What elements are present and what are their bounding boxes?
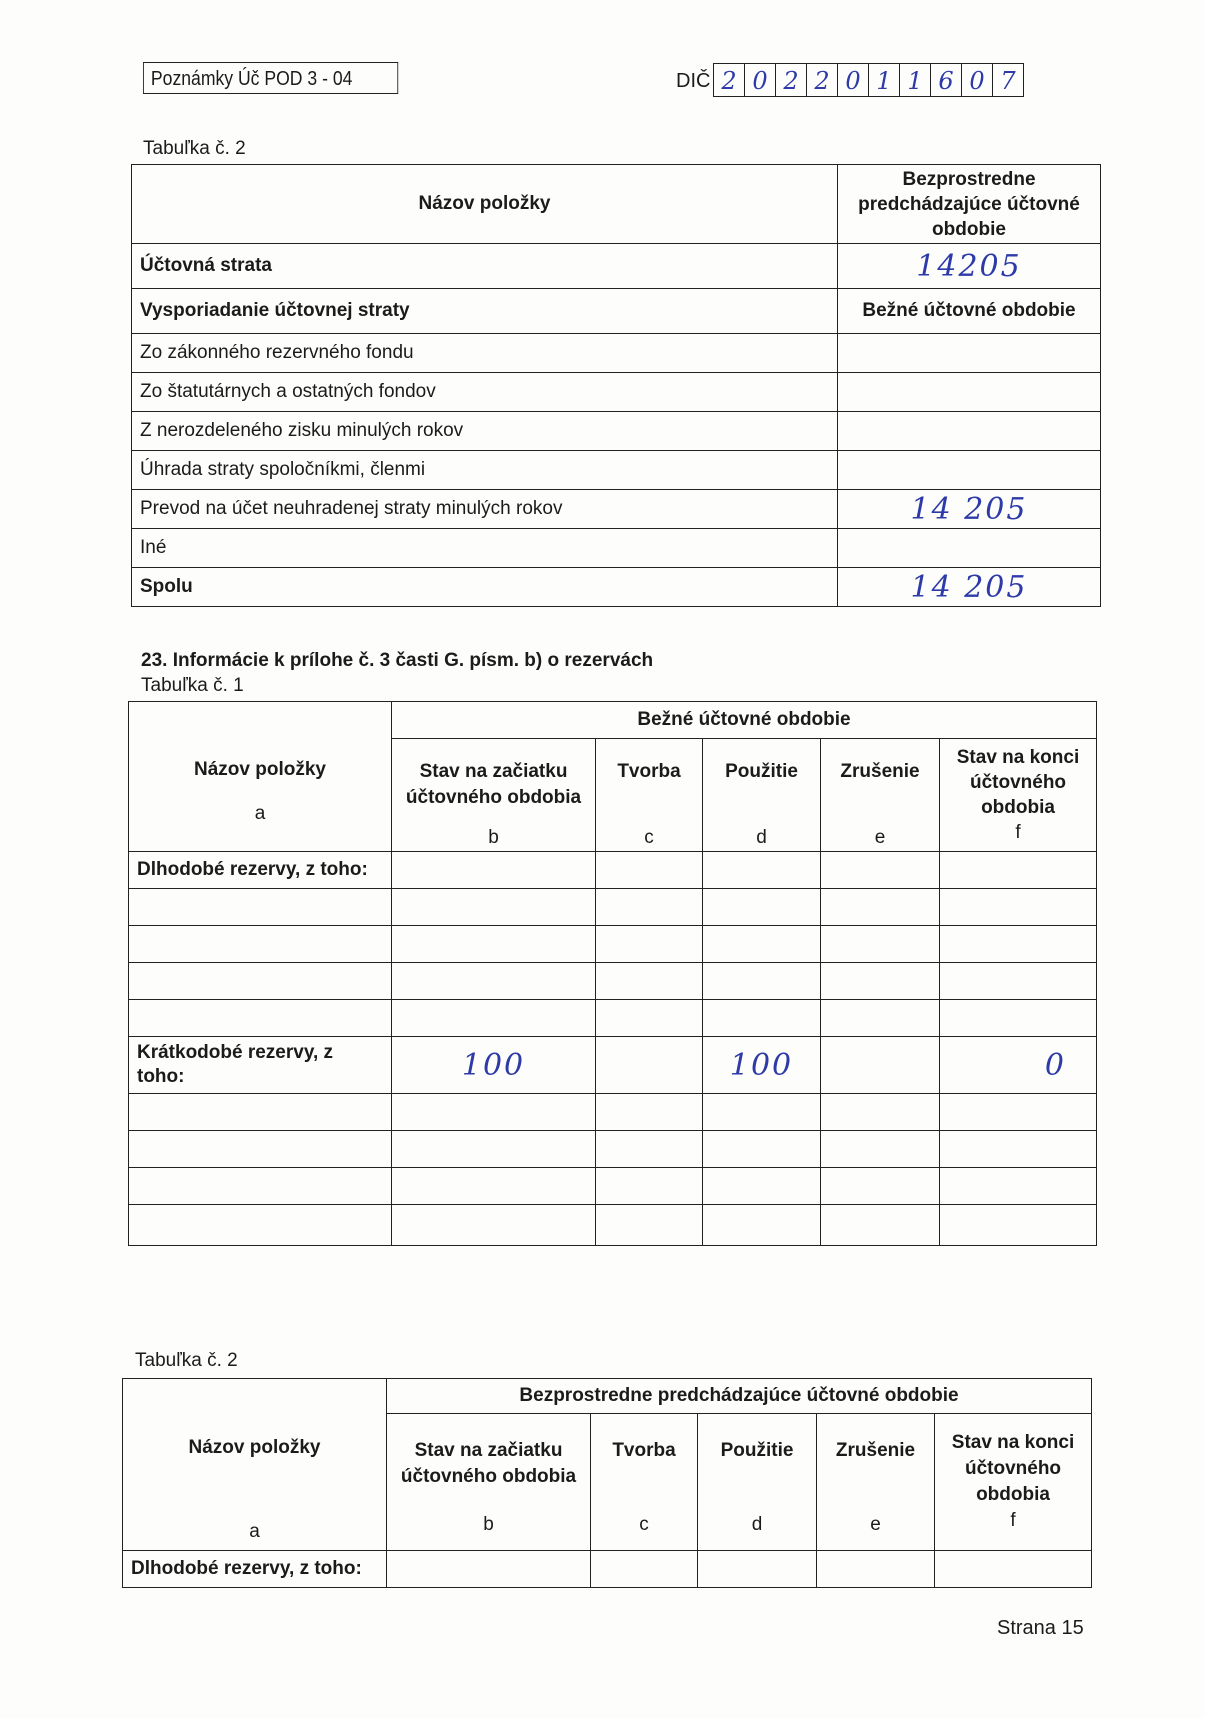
loss-row-value — [838, 529, 1101, 568]
col-creation-header — [596, 739, 703, 852]
table-loss-caption: Tabuľka č. 2 — [143, 138, 246, 159]
cell — [940, 1131, 1097, 1168]
cell — [940, 1168, 1097, 1205]
cell — [392, 1131, 596, 1168]
col-prev-period-header: Bezprostredne predchádzajúce účtovné obdobie — [838, 165, 1101, 244]
col-name-header: Názov položky — [132, 165, 838, 244]
dic-digit: 0 — [745, 63, 776, 97]
col-current-period-header: Bežné účtovné obdobie — [838, 289, 1101, 334]
loss-row-value — [838, 451, 1101, 490]
prev-name-header-text: Názov položky — [188, 1436, 321, 1458]
loss-row-value — [838, 334, 1101, 373]
cell — [821, 889, 940, 926]
col-end-header — [940, 739, 1097, 852]
form-code-box — [143, 62, 398, 94]
reserves-prev-table — [122, 1378, 1092, 1588]
prev-col-cancel-text: Zrušenie — [835, 1440, 916, 1461]
loss-settlement-table — [131, 164, 1101, 607]
cell — [821, 1094, 940, 1131]
short-cancel-value — [821, 1037, 940, 1094]
letter-f: f — [1010, 1510, 1016, 1531]
letter-d: d — [756, 827, 767, 848]
dic-digit: 2 — [714, 63, 745, 97]
cell — [596, 963, 703, 1000]
prev-col-end-header — [935, 1414, 1092, 1551]
cell — [703, 889, 821, 926]
loss-row-value: 14 205 — [838, 490, 1101, 529]
cell — [392, 1168, 596, 1205]
short-start-value: 100 — [392, 1037, 596, 1094]
prev-long-reserves-label: Dlhodobé rezervy, z toho: — [123, 1551, 387, 1588]
dic-digit: 1 — [900, 63, 931, 97]
long-reserves-label: Dlhodobé rezervy, z toho: — [129, 852, 392, 889]
short-usage-value: 100 — [703, 1037, 821, 1094]
cell — [821, 926, 940, 963]
letter-d: d — [751, 1514, 763, 1535]
loss-row-value — [838, 373, 1101, 412]
letter-e: e — [870, 1514, 881, 1535]
letter-a: a — [254, 802, 266, 824]
letter-a: a — [249, 1520, 260, 1542]
dic-digit: 0 — [838, 63, 869, 97]
cell — [821, 1000, 940, 1037]
current-period-header: Bežné účtovné obdobie — [392, 702, 1097, 739]
cell — [703, 926, 821, 963]
loss-row-label: Úhrada straty spoločníkmi, členmi — [132, 451, 838, 490]
letter-c: c — [644, 827, 654, 848]
table-prev-caption: Tabuľka č. 2 — [135, 1350, 238, 1371]
cell — [596, 1205, 703, 1246]
prev-col-start-text: Stav na začiatku účtovného obdobia — [400, 1440, 577, 1487]
cell — [940, 926, 1097, 963]
prev-name-header — [123, 1379, 387, 1551]
reserves-current-table — [128, 701, 1097, 1246]
cell — [935, 1551, 1092, 1588]
cell — [940, 852, 1097, 889]
dic-digit: 2 — [776, 63, 807, 97]
cell — [129, 1168, 392, 1205]
dic-digit: 7 — [993, 63, 1024, 97]
col-usage-header — [703, 739, 821, 852]
loss-row-label: Zo štatutárnych a ostatných fondov — [132, 373, 838, 412]
cell — [392, 926, 596, 963]
short-reserves-label: Krátkodobé rezervy, z toho: — [129, 1037, 392, 1094]
prev-period-header: Bezprostredne predchádzajúce účtovné obdobie — [387, 1379, 1092, 1414]
cell — [596, 889, 703, 926]
cell — [392, 1000, 596, 1037]
loss-row-label: Z nerozdeleného zisku minulých rokov — [132, 412, 838, 451]
loss-total-value: 14 205 — [838, 568, 1101, 607]
cell — [821, 1168, 940, 1205]
cell — [392, 1094, 596, 1131]
cell — [940, 1094, 1097, 1131]
cell — [821, 852, 940, 889]
col-usage-text: Použitie — [725, 761, 798, 782]
reserves-name-header — [129, 702, 392, 852]
dic-digit: 6 — [931, 63, 962, 97]
cell — [821, 963, 940, 1000]
cell — [940, 889, 1097, 926]
short-creation-value — [596, 1037, 703, 1094]
loss-row-label: Prevod na účet neuhradenej straty minulých rokov — [132, 490, 838, 529]
cell — [596, 926, 703, 963]
cell — [940, 963, 1097, 1000]
cell — [129, 889, 392, 926]
cell — [940, 1000, 1097, 1037]
cell — [591, 1551, 698, 1588]
cell — [129, 1205, 392, 1246]
dic-digit: 1 — [869, 63, 900, 97]
cell — [129, 1131, 392, 1168]
prev-col-end-text: Stav na konci účtovného obdobia — [951, 1432, 1075, 1505]
cell — [817, 1551, 935, 1588]
prev-col-usage-header — [698, 1414, 817, 1551]
prev-col-start-header — [387, 1414, 591, 1551]
prev-col-cancel-header — [817, 1414, 935, 1551]
section-23-title: 23. Informácie k prílohe č. 3 časti G. písm. b) o rezervách — [141, 650, 654, 671]
col-cancel-text: Zrušenie — [840, 761, 920, 782]
col-creation-text: Tvorba — [617, 761, 681, 782]
cell — [821, 1205, 940, 1246]
dic-digit-boxes — [713, 63, 1024, 97]
col-start-text: Stav na začiatku účtovného obdobia — [405, 761, 582, 808]
col-cancel-header — [821, 739, 940, 852]
page-number: Strana 15 — [997, 1617, 1084, 1639]
cell — [392, 852, 596, 889]
cell — [703, 852, 821, 889]
cell — [596, 1131, 703, 1168]
form-code-text: Poznámky Úč POD 3 - 04 — [150, 68, 353, 90]
loss-row-label: Iné — [132, 529, 838, 568]
cell — [703, 1131, 821, 1168]
prev-col-creation-header — [591, 1414, 698, 1551]
cell — [129, 1094, 392, 1131]
cell — [703, 1000, 821, 1037]
letter-e: e — [874, 827, 886, 848]
loss-row-value — [838, 412, 1101, 451]
cell — [392, 1205, 596, 1246]
prev-col-usage-text: Použitie — [720, 1440, 794, 1461]
short-end-value: 0 — [940, 1037, 1097, 1094]
row-settle-label: Vysporiadanie účtovnej straty — [132, 289, 838, 334]
cell — [596, 852, 703, 889]
loss-row-label: Zo zákonného rezervného fondu — [132, 334, 838, 373]
cell — [387, 1551, 591, 1588]
letter-c: c — [639, 1514, 649, 1535]
cell — [698, 1551, 817, 1588]
row-loss-value: 14205 — [838, 244, 1101, 289]
section-23-caption: Tabuľka č. 1 — [141, 675, 244, 696]
dic-digit: 2 — [807, 63, 838, 97]
dic-label: DIČ — [676, 70, 711, 92]
letter-b: b — [488, 827, 499, 848]
cell — [596, 1094, 703, 1131]
cell — [392, 963, 596, 1000]
letter-b: b — [483, 1514, 494, 1535]
cell — [940, 1205, 1097, 1246]
col-end-text: Stav na konci účtovného obdobia — [956, 747, 1080, 818]
name-header-text: Názov položky — [194, 758, 326, 780]
letter-f: f — [1015, 822, 1021, 843]
cell — [129, 926, 392, 963]
cell — [703, 963, 821, 1000]
cell — [703, 1205, 821, 1246]
cell — [596, 1000, 703, 1037]
cell — [596, 1168, 703, 1205]
cell — [392, 889, 596, 926]
row-loss-label: Účtovná strata — [132, 244, 838, 289]
cell — [821, 1131, 940, 1168]
cell — [129, 963, 392, 1000]
cell — [703, 1094, 821, 1131]
dic-digit: 0 — [962, 63, 993, 97]
cell — [129, 1000, 392, 1037]
prev-col-creation-text: Tvorba — [612, 1440, 676, 1461]
col-start-header — [392, 739, 596, 852]
loss-total-label: Spolu — [132, 568, 838, 607]
cell — [703, 1168, 821, 1205]
